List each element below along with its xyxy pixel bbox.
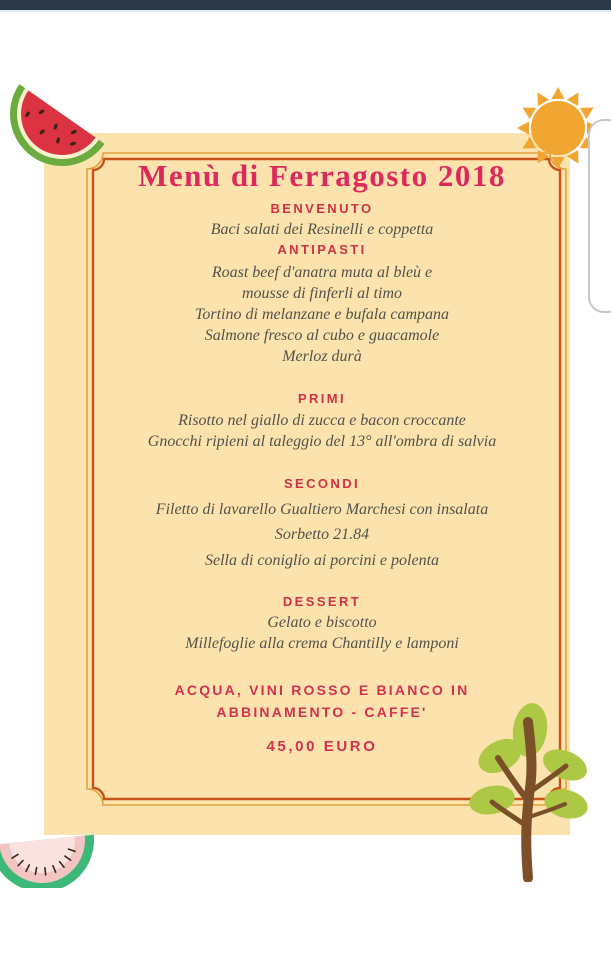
menu-section-primi [82, 389, 562, 452]
menu-item: Merloz durà [282, 348, 362, 365]
section-items-dessert [82, 612, 562, 654]
section-heading-dessert: DESSERT [282, 593, 362, 609]
menu-item: Baci salati dei Resinelli e coppetta [210, 221, 434, 238]
menu-content [82, 133, 562, 757]
menu-item: Salmone fresco al cubo e guacamole [204, 327, 440, 344]
menu-item: Sella di coniglio ai porcini e polenta [204, 551, 440, 569]
section-heading-secondi: SECONDI [283, 476, 361, 491]
watermelon-half-icon [0, 818, 112, 888]
menu-price: 45,00 EURO [266, 737, 378, 755]
section-heading-antipasti: ANTIPASTI [277, 242, 367, 257]
section-heading-benvenuto: BENVENUTO [270, 201, 374, 216]
watermelon-slice-icon [0, 76, 130, 186]
tree-icon [462, 692, 602, 882]
menu-section-dessert [82, 592, 562, 654]
menu-section-benvenuto [82, 199, 562, 240]
section-items-antipasti [82, 262, 562, 367]
menu-item: Sorbetto 21.84 [274, 526, 370, 543]
menu-item: Risotto nel giallo di zucca e bacon croccante [178, 412, 466, 429]
section-heading-primi: PRIMI [297, 391, 347, 406]
menu-section-antipasti [82, 240, 562, 367]
menu-item: Gnocchi ripieni al taleggio del 13° all'ombra di salvia [147, 433, 497, 450]
menu-item: Gelato e biscotto [267, 613, 377, 631]
status-bar [0, 0, 611, 12]
section-items-primi [82, 410, 562, 452]
menu-item: mousse di finferli al timo [242, 285, 402, 302]
menu-item: Tortino di melanzane e bufala campana [194, 306, 450, 323]
menu-item: Filetto di lavarello Gualtiero Marchesi con insalata [155, 500, 489, 518]
section-items-benvenuto [82, 219, 562, 240]
menu-item: Millefoglie alla crema Chantilly e lamponi [185, 634, 459, 652]
section-items-secondi [82, 499, 562, 571]
menu-item: Roast beef d'anatra muta al bleù e [211, 264, 433, 281]
scrollbar-thumb[interactable] [588, 119, 611, 313]
beverage-note-line2: ABBINAMENTO - CAFFE' [216, 703, 428, 720]
menu-sections [82, 199, 562, 654]
beverage-note-line1: ACQUA, VINI ROSSO E BIANCO IN [174, 681, 470, 698]
menu-section-secondi [82, 474, 562, 571]
menu-title: Menù di Ferragosto 2018 [138, 158, 506, 193]
